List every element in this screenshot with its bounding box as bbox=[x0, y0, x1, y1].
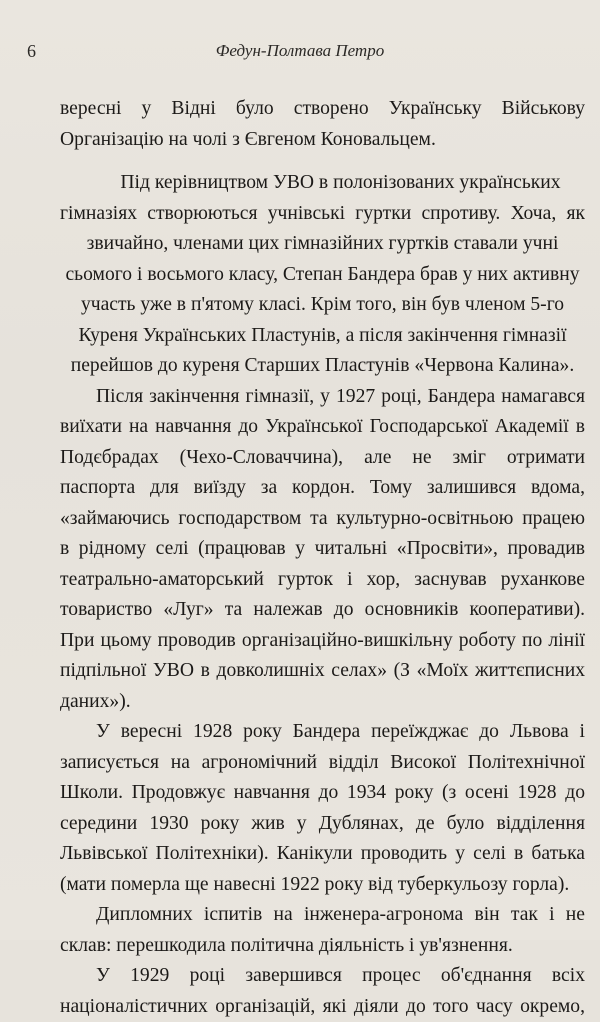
text-line: Після закінчення гімназії, у 1927 році, Бандера намагався bbox=[60, 382, 585, 413]
text-line: «займаючись господарством та культурно-освітньою працею bbox=[60, 504, 585, 535]
text-line: націоналістичних організацій, які діяли до того часу окремо, bbox=[60, 992, 585, 1022]
text-line: виїхати на навчання до Української Господарської Академії в bbox=[60, 412, 585, 443]
text-line: в рідному селі (працював у читальні «Просвіти», провадив bbox=[60, 534, 585, 565]
paragraph-gap bbox=[60, 155, 585, 168]
text-line: Організацію на чолі з Євгеном Коновальцем. bbox=[60, 125, 585, 156]
text-line: звичайно, членами цих гімназійних гуртків ставали учні bbox=[60, 229, 585, 260]
text-line: Куреня Українських Пластунів, а після закінчення гімназії bbox=[60, 321, 585, 352]
body-text bbox=[60, 94, 585, 1022]
text-line: Під керівництвом УВО в полонізованих українських bbox=[60, 168, 585, 199]
text-line: перейшов до куреня Старших Пластунів «Червона Калина». bbox=[60, 351, 585, 382]
running-head: Федун-Полтава Петро bbox=[0, 41, 600, 61]
text-line: Подєбрадах (Чехо-Словаччина), але не зміг отримати bbox=[60, 443, 585, 474]
text-line: При цьому проводив організаційно-вишкільну роботу по лінії bbox=[60, 626, 585, 657]
text-line: даних»). bbox=[60, 687, 585, 718]
text-line: участь уже в п'ятому класі. Крім того, він був членом 5-го bbox=[60, 290, 585, 321]
text-line: Львівської Політехніки). Канікули проводить у селі в батька bbox=[60, 839, 585, 870]
text-line: записується на агрономічний відділ Високої Політехнічної bbox=[60, 748, 585, 779]
text-line: сьомого і восьмого класу, Степан Бандера брав у них активну bbox=[60, 260, 585, 291]
text-line: склав: перешкодила політична діяльність і ув'язнення. bbox=[60, 931, 585, 962]
page-header bbox=[0, 0, 600, 70]
text-line: Школи. Продовжує навчання до 1934 року (з осені 1928 до bbox=[60, 778, 585, 809]
text-line: середини 1930 року жив у Дублянах, де було відділення bbox=[60, 809, 585, 840]
text-line: Дипломних іспитів на інженера-агронома він так і не bbox=[60, 900, 585, 931]
text-line: гімназіях створюються учнівські гуртки спротиву. Хоча, як bbox=[60, 199, 585, 230]
page-number: 6 bbox=[27, 41, 36, 62]
text-line: У вересні 1928 року Бандера переїжджає до Львова і bbox=[60, 717, 585, 748]
text-line: паспорта для виїзду за кордон. Тому залишився вдома, bbox=[60, 473, 585, 504]
text-line: У 1929 році завершився процес об'єднання всіх bbox=[60, 961, 585, 992]
text-line: підпільної УВО в довколишніх селах» (З «Моїх життєписних bbox=[60, 656, 585, 687]
text-line: (мати померла ще навесні 1922 року від туберкульозу горла). bbox=[60, 870, 585, 901]
text-line: вересні у Відні було створено Українську Військову bbox=[60, 94, 585, 125]
text-line: театрально-аматорський гурток і хор, заснував руханкове bbox=[60, 565, 585, 596]
text-line: товариство «Луг» та належав до основників кооперативи). bbox=[60, 595, 585, 626]
